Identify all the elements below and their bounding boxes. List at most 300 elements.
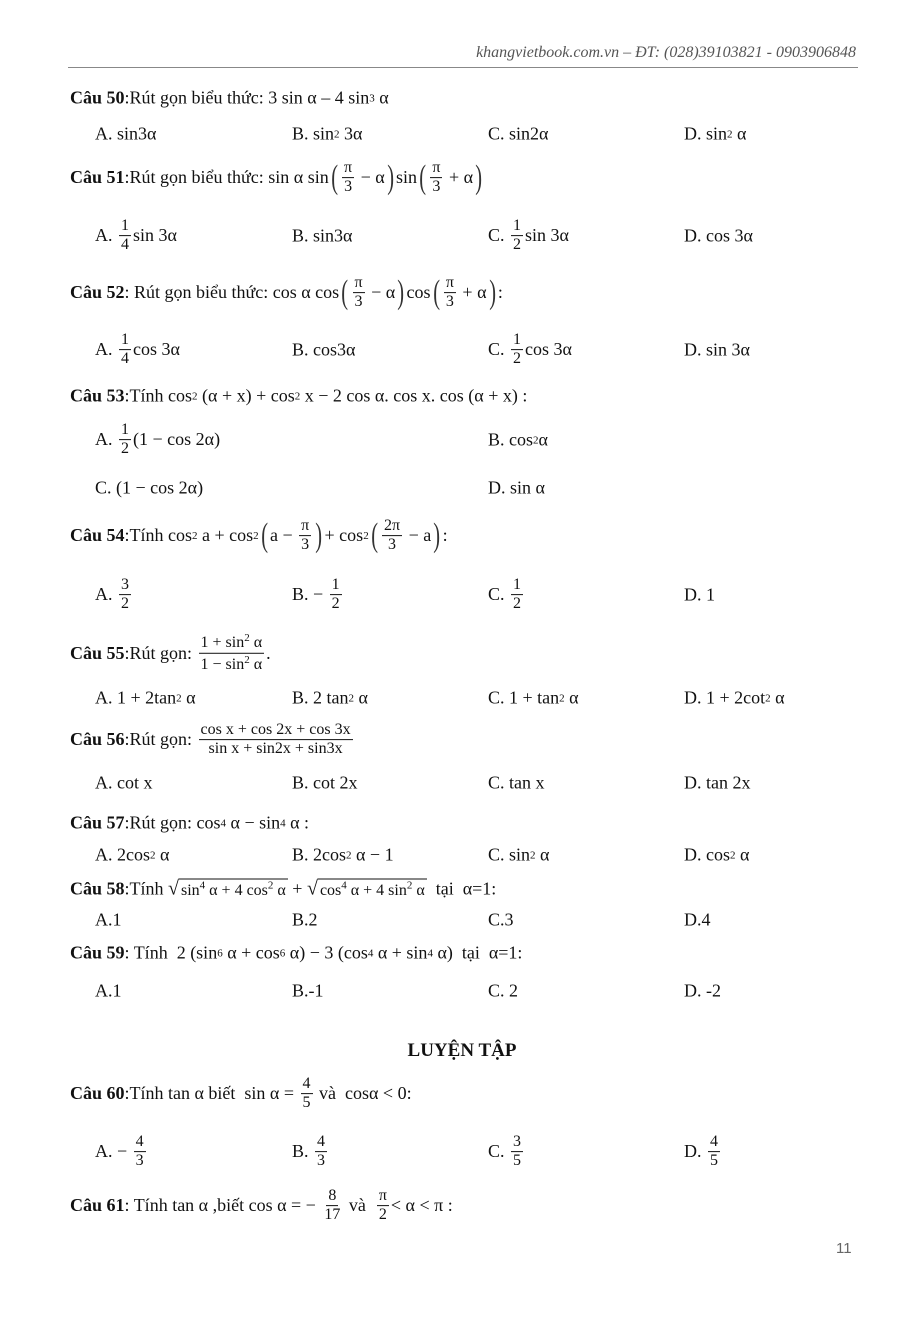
numerator <box>377 1187 389 1206</box>
question-text <box>70 159 484 197</box>
text-run: 3 <box>445 293 454 311</box>
text-run: 8 <box>328 1187 337 1205</box>
fraction <box>119 217 131 255</box>
text-run: cos <box>319 881 342 899</box>
paren-body <box>442 274 487 312</box>
text-run: C. <box>488 1141 510 1162</box>
denominator <box>430 179 442 197</box>
text-run: 1 <box>513 331 522 349</box>
text-run: α <box>249 655 263 673</box>
fraction <box>353 274 365 312</box>
fraction <box>322 1187 342 1225</box>
text-run: α <box>735 844 750 865</box>
text-run: + <box>287 878 307 899</box>
text-run: cos <box>406 282 431 303</box>
superscript: 2 <box>727 128 733 140</box>
text-run: − α <box>356 167 385 188</box>
answer-option <box>684 585 715 606</box>
answer-option <box>488 576 525 614</box>
text-run: 1 <box>331 576 340 594</box>
text-run: : Tính tan α ,biết cos α = − <box>124 1195 321 1216</box>
answer-option <box>95 124 156 145</box>
text-run: sin 3α <box>525 225 569 246</box>
right-paren: ) <box>397 274 405 311</box>
fraction <box>119 331 131 369</box>
text-run: A. 1 + 2tan <box>95 687 177 708</box>
text-run: A. − <box>95 1141 132 1162</box>
question-number: Câu 60 <box>70 1083 125 1104</box>
question-number: Câu 57 <box>70 812 125 833</box>
text-run: C. <box>488 584 510 605</box>
denominator <box>386 537 398 555</box>
text-run: 2 <box>121 440 129 458</box>
text-run: 4 <box>317 1133 326 1151</box>
right-paren: ) <box>315 517 323 554</box>
question-number: Câu 56 <box>70 729 125 750</box>
text-run: D. cos <box>684 844 730 865</box>
text-run: B. cot 2x <box>292 772 358 793</box>
square-root <box>168 878 288 901</box>
text-run: − α <box>366 282 396 303</box>
text-run: D. -2 <box>684 980 721 1001</box>
text-run: π <box>354 274 363 292</box>
denominator <box>301 1095 313 1113</box>
text-run: + cos <box>324 525 364 546</box>
text-run: :Tính cos <box>124 385 193 406</box>
paren-body <box>351 274 396 312</box>
text-run: A. <box>95 429 117 450</box>
text-run: 4 <box>121 350 129 368</box>
denominator <box>511 237 523 255</box>
radicand <box>318 878 427 900</box>
answer-option <box>488 773 545 794</box>
superscript: 4 <box>427 947 433 959</box>
question-text <box>70 721 355 759</box>
text-run: 3 <box>388 536 397 554</box>
text-run: − a <box>404 525 432 546</box>
text-run: α <box>249 634 263 652</box>
text-run: α <box>538 429 548 450</box>
denominator <box>444 294 456 312</box>
answer-option <box>488 331 572 369</box>
text-run: A.1 <box>95 980 122 1001</box>
answer-option <box>95 478 203 499</box>
left-paren: ( <box>370 517 378 554</box>
fraction <box>511 217 523 255</box>
text-run: 1 + sin <box>200 634 245 652</box>
text-run: C. 2 <box>488 980 519 1001</box>
text-run: D. 1 + 2cot <box>684 687 766 708</box>
superscript: 2 <box>267 879 274 892</box>
text-run: :Tính cos <box>124 525 193 546</box>
text-run: 3 <box>135 1152 144 1170</box>
answer-option <box>488 845 549 866</box>
text-run: cos 3α <box>133 339 180 360</box>
denominator <box>342 179 354 197</box>
numerator <box>353 274 365 293</box>
question-number: Câu 55 <box>70 642 125 663</box>
superscript: 2 <box>294 390 301 402</box>
denominator <box>315 1153 327 1171</box>
fraction <box>430 159 442 197</box>
text-run: :Rút gọn: <box>124 642 197 663</box>
answer-option <box>292 1133 329 1171</box>
text-run: :Rút gọn: <box>124 729 197 750</box>
fraction <box>301 1075 313 1113</box>
denominator <box>330 596 342 614</box>
text-run: B. cos <box>488 429 533 450</box>
text-run: C.3 <box>488 909 514 930</box>
superscript: 2 <box>730 849 736 861</box>
answer-option <box>292 576 344 614</box>
text-run: (1 − cos 2α) <box>133 429 221 450</box>
numerator <box>119 331 131 350</box>
text-run: A.1 <box>95 909 122 930</box>
superscript: 2 <box>176 692 182 704</box>
text-run: α <box>770 687 785 708</box>
denominator <box>511 1153 523 1171</box>
numerator <box>511 217 523 236</box>
parenthesized-group <box>417 159 484 197</box>
text-run: 3 <box>513 1133 522 1151</box>
numerator <box>326 1187 338 1206</box>
paren-body <box>380 517 431 555</box>
superscript: 2 <box>348 692 354 704</box>
section-title: LUYỆN TẬP <box>407 1040 517 1061</box>
question-text <box>70 1075 412 1113</box>
denominator <box>134 1153 146 1171</box>
text-run: < α < π : <box>390 1195 453 1216</box>
text-run: :Rút gọn biểu thức: 3 sin α – 4 sin <box>124 87 370 108</box>
superscript: 2 <box>334 128 340 140</box>
superscript: 6 <box>279 947 286 959</box>
text-run: α <box>535 844 550 865</box>
text-run: tại α=1: <box>426 878 497 899</box>
parenthesized-group <box>259 517 325 555</box>
left-paren: ( <box>432 274 440 311</box>
answer-option <box>488 478 545 499</box>
parenthesized-group <box>329 159 396 197</box>
answer-option <box>684 124 746 145</box>
text-run: π <box>445 274 454 292</box>
text-run: A. 2cos <box>95 844 150 865</box>
text-run: 3α <box>339 123 363 144</box>
answer-option <box>684 845 749 866</box>
square-root <box>307 878 427 901</box>
text-run: B. cos3α <box>292 339 356 360</box>
right-paren: ) <box>386 159 394 196</box>
numerator <box>342 159 354 178</box>
superscript: 2 <box>244 631 250 644</box>
question-text <box>70 943 522 964</box>
superscript: 2 <box>150 849 156 861</box>
denominator <box>199 654 265 675</box>
fraction <box>330 576 342 614</box>
text-run: 1 <box>121 421 129 439</box>
text-run: π <box>301 517 310 535</box>
text-run: C. sin <box>488 844 531 865</box>
answer-option <box>95 576 133 614</box>
radicand <box>179 878 288 900</box>
answer-option <box>488 217 569 255</box>
text-run: 1 <box>121 331 129 349</box>
radical-sign: √ <box>306 877 318 900</box>
numerator <box>119 421 131 440</box>
answer-option <box>95 331 180 369</box>
paren-body <box>340 159 385 197</box>
superscript: 2 <box>346 849 352 861</box>
left-paren: ( <box>330 159 338 196</box>
text-run: : <box>442 525 448 546</box>
text-run: + α <box>444 167 474 188</box>
fraction <box>377 1187 389 1225</box>
question-text <box>70 632 271 674</box>
text-run: α <box>273 881 286 899</box>
text-run: B.-1 <box>292 980 324 1001</box>
text-run: 4 <box>135 1133 144 1151</box>
text-run: 5 <box>513 1152 522 1170</box>
header-divider <box>68 67 858 68</box>
superscript: 2 <box>530 849 536 861</box>
text-run: 4 <box>710 1133 718 1151</box>
text-run: : Rút gọn biểu thức: cos α cos <box>124 282 340 303</box>
fraction <box>315 1133 327 1171</box>
text-run: D.4 <box>684 909 711 930</box>
text-run: α <box>354 687 368 708</box>
answer-option <box>95 217 177 255</box>
superscript: 4 <box>280 817 286 829</box>
superscript: 6 <box>217 947 223 959</box>
parenthesized-group <box>339 274 406 312</box>
left-paren: ( <box>419 159 427 196</box>
text-run: α <box>564 687 579 708</box>
denominator <box>119 596 131 614</box>
answer-option <box>684 773 751 794</box>
question-number: Câu 50 <box>70 87 125 108</box>
question-text <box>70 274 503 312</box>
text-run: : Tính 2 (sin <box>124 942 218 963</box>
text-run: C. <box>488 225 510 246</box>
text-run: α <box>155 844 170 865</box>
question-text <box>70 88 389 109</box>
text-run: 2 <box>513 350 522 368</box>
answer-option <box>95 1133 148 1171</box>
answer-option <box>488 981 518 1002</box>
question-text <box>70 386 527 407</box>
answer-option <box>292 226 352 247</box>
text-run: α + 4 sin <box>346 881 407 899</box>
left-paren: ( <box>260 517 268 554</box>
answer-option <box>684 226 753 247</box>
text-run: + α <box>457 282 487 303</box>
text-run: 1 <box>121 217 129 235</box>
numerator <box>430 159 442 178</box>
text-run: sin <box>181 881 200 899</box>
numerator <box>511 576 523 595</box>
denominator <box>377 1207 389 1225</box>
numerator <box>382 517 402 536</box>
superscript: 2 <box>406 879 413 892</box>
fraction <box>511 1133 523 1171</box>
answer-option <box>292 845 394 866</box>
parenthesized-group <box>369 517 443 555</box>
text-run: 2 <box>513 595 522 613</box>
text-run: 2 <box>378 1206 387 1224</box>
text-run: 2 <box>121 595 129 613</box>
answer-option <box>292 688 368 709</box>
answer-option <box>292 340 355 361</box>
numerator <box>511 1133 523 1152</box>
text-run: cos x + cos 2x + cos 3x <box>200 721 351 739</box>
text-run: α <box>412 881 425 899</box>
numerator <box>199 721 353 740</box>
text-run: C. tan x <box>488 772 545 793</box>
denominator <box>708 1153 720 1171</box>
text-run: 3 <box>354 293 363 311</box>
text-run: C. sin2α <box>488 123 549 144</box>
answer-option <box>292 773 358 794</box>
text-run: a − <box>269 525 298 546</box>
parenthesized-group <box>431 274 498 312</box>
text-run: B. sin <box>292 123 335 144</box>
answer-option <box>95 688 196 709</box>
question-number: Câu 52 <box>70 282 125 303</box>
text-run: B. − <box>292 584 328 605</box>
paren-body <box>270 517 313 555</box>
text-run: D. sin <box>684 123 728 144</box>
header-contact: khangvietbook.com.vn – ĐT: (028)39103821 - 0903906848 <box>476 44 856 61</box>
answer-option <box>292 124 362 145</box>
numerator <box>119 576 131 595</box>
text-run: A. <box>95 339 117 360</box>
text-run: a + cos <box>197 525 254 546</box>
question-text <box>70 878 496 901</box>
numerator <box>134 1133 146 1152</box>
superscript: 2 <box>533 434 539 446</box>
text-run: 1 <box>513 217 522 235</box>
text-run: 3 <box>432 178 441 196</box>
answer-option <box>95 845 169 866</box>
text-run: π <box>344 159 353 177</box>
fraction <box>199 632 265 674</box>
superscript: 2 <box>192 530 198 542</box>
text-run: sin x + sin2x + sin3x <box>208 740 343 758</box>
text-run: C. <box>488 339 510 360</box>
right-paren: ) <box>433 517 441 554</box>
text-run: 3 <box>301 536 310 554</box>
text-run: . <box>266 642 271 663</box>
answer-option <box>95 910 122 931</box>
text-run: 2π <box>384 517 401 535</box>
text-run: :Rút gọn: cos <box>124 812 221 833</box>
text-run: α + sin <box>373 942 428 963</box>
fraction <box>708 1133 720 1171</box>
superscript: 2 <box>363 530 369 542</box>
denominator <box>207 741 345 759</box>
superscript: 4 <box>341 879 347 892</box>
text-run: (α + x) + cos <box>197 385 295 406</box>
question-number: Câu 59 <box>70 942 125 963</box>
text-run: π <box>378 1187 387 1205</box>
answer-option <box>684 340 750 361</box>
question-text <box>70 517 448 555</box>
answer-option <box>488 1133 525 1171</box>
numerator <box>330 576 342 595</box>
text-run: A. cot x <box>95 772 153 793</box>
text-run: α : <box>285 812 310 833</box>
text-run: B. <box>292 1141 314 1162</box>
text-run: 3 <box>317 1152 326 1170</box>
denominator <box>322 1207 342 1225</box>
fraction <box>511 576 523 614</box>
fraction <box>119 576 131 614</box>
text-run: D. sin 3α <box>684 339 750 360</box>
text-run: π <box>432 159 441 177</box>
superscript: 3 <box>369 92 375 104</box>
superscript: 4 <box>199 879 206 892</box>
answer-option <box>292 910 318 931</box>
text-run: và cosα < 0: <box>314 1083 412 1104</box>
fraction <box>511 331 523 369</box>
text-run: D. <box>684 1141 706 1162</box>
answer-option <box>292 981 324 1002</box>
text-run: C. 1 + tan <box>488 687 560 708</box>
superscript: 2 <box>192 390 198 402</box>
text-run: B. 2cos <box>292 844 346 865</box>
text-run: cos 3α <box>525 339 572 360</box>
text-run: :Rút gọn biểu thức: sin α sin <box>124 167 329 188</box>
numerator <box>199 632 265 654</box>
text-run: C. (1 − cos 2α) <box>95 477 204 498</box>
question-number: Câu 61 <box>70 1195 125 1216</box>
numerator <box>119 217 131 236</box>
right-paren: ) <box>475 159 483 196</box>
text-run: B.2 <box>292 909 318 930</box>
numerator <box>444 274 456 293</box>
fraction <box>444 274 456 312</box>
text-run: 4 <box>302 1075 311 1093</box>
text-run: 1 <box>513 576 522 594</box>
text-run: A. <box>95 225 117 246</box>
denominator <box>119 351 131 369</box>
text-run: A. <box>95 584 117 605</box>
answer-option <box>488 910 514 931</box>
question-number: Câu 54 <box>70 525 125 546</box>
text-run: :Tính <box>124 878 169 899</box>
text-run: 4 <box>121 236 129 254</box>
fraction <box>119 421 131 459</box>
fraction <box>299 517 311 555</box>
text-run: D. cos 3α <box>684 225 753 246</box>
numerator <box>511 331 523 350</box>
question-number: Câu 53 <box>70 385 125 406</box>
text-run: 5 <box>710 1152 718 1170</box>
answer-option <box>684 910 711 931</box>
superscript: 2 <box>765 692 771 704</box>
text-run: 5 <box>302 1094 311 1112</box>
superscript: 2 <box>559 692 565 704</box>
numerator <box>299 517 311 536</box>
answer-option <box>95 773 153 794</box>
answer-option <box>488 124 548 145</box>
denominator <box>511 351 523 369</box>
fraction <box>199 721 353 759</box>
text-run: D. sin α <box>488 477 545 498</box>
text-run: : <box>497 282 503 303</box>
text-run: α + 4 cos <box>205 881 268 899</box>
text-run: 2 <box>331 595 340 613</box>
fraction <box>134 1133 146 1171</box>
